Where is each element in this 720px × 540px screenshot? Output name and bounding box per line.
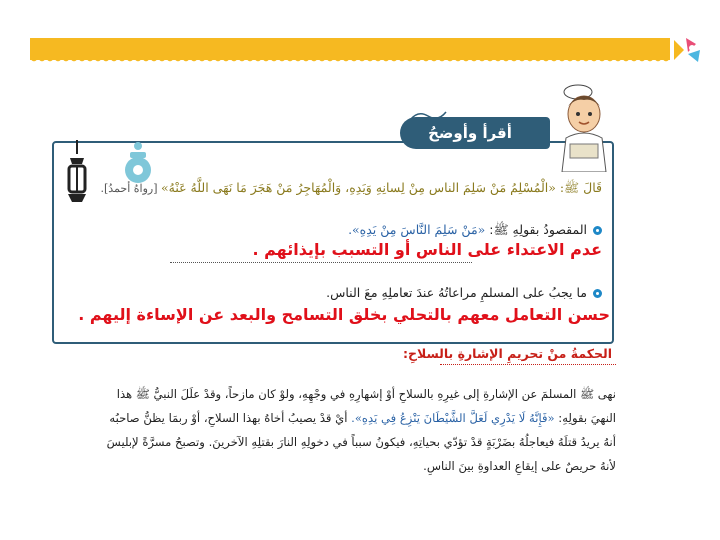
question-1 [348,222,602,241]
hadith-source: [رواهُ أحمدُ]. [100,182,161,195]
hadith-text: «الْمُسْلِمُ مَنْ سَلِمَ الناس مِنْ لِسانِهِ وَيَدِهِ، وَالْمُهَاجِرُ مَنْ هَجَرَ مَا نَهَى اللَّهُ عَنْهُ» [161,180,556,195]
paragraph-text: أيْ قدْ يصيبُ أخاهُ بهذا السلاحِ، أوْ ربمَا يظنُّ صاحبُه [109,411,352,425]
paragraph-text: النهيَ بقولِهِ: [554,411,616,425]
question-2 [326,285,602,300]
paragraph-quote: «فَإِنَّهُ لَا يَدْرِي لَعَلَّ الشَّيْطَانَ يَنْزِعُ فِي يَدِهِ». [351,411,555,425]
bullet-icon [593,289,602,298]
boy-reading-icon [548,80,620,172]
answer-1: عدم الاعتداء على الناس أو التسبب بإيذائهم . [252,240,602,259]
question-1-prompt: المقصودُ بقولِهِ ﷺ: [485,222,587,237]
hadith-intro: قَالَ ﷺ: [555,180,602,195]
top-band-scallop [30,58,670,64]
answer-1-dotted-line [170,262,472,263]
paragraph-line [56,454,616,478]
paragraph-line [56,406,616,430]
question-1-quote: «مَنْ سَلِمَ النَّاسَ مِنْ يَدِهِ». [348,222,486,237]
bullet-icon [593,226,602,235]
paragraph-text: أنهُ يريدُ قتلَهُ فيعاجلُهُ بضَرْبَةٍ قدْ تؤدّي بحياتِهِ، فيكونُ سبباً في دخولِهِ النارَ بقتلِهِ الآخرينَ. وتصبحُ مسرَّةً لإبليسَ [106,435,616,449]
section-title-underline [440,364,616,365]
section-paragraph [56,382,616,478]
paragraph-text: نهى ﷺ المسلمَ عن الإشارةِ إلى غيرِهِ بالسلاحِ أوْ إشهارِهِ في وجْهِهِ، ولوْ كان مازحاً، وقدْ علَلَ النبيُّ ﷺ هذا [116,387,616,401]
corner-logo-icon [670,36,704,64]
lantern-icon [64,140,90,210]
question-2-prompt: ما يجبُ على المسلمِ مراعاتُهُ عندَ تعاملِهِ معَ الناس. [326,285,587,300]
hadith-line [100,180,602,199]
paragraph-line [56,430,616,454]
panel-title: أقرأ وأوضحُ [400,117,550,149]
paragraph-line [56,382,616,406]
section-title: الحكمةُ منْ تحريمِ الإشارةِ بالسلاحِ: [402,346,612,361]
answer-2: حسن التعامل معهم بالتحلي بخلق التسامح والبعد عن الإساءة إليهم . [78,305,610,324]
top-decorative-band [30,38,670,60]
paragraph-text: لأنهُ حريصٌ على إيقاعِ العداوةِ بينَ الناسِ. [423,459,616,473]
